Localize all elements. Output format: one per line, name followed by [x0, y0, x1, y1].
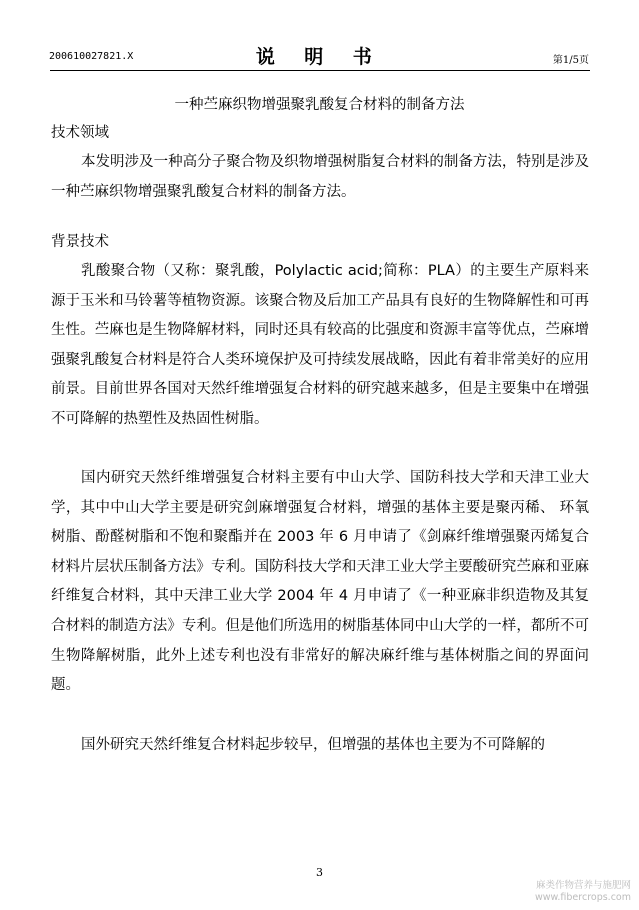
document-number: 200610027821.X [49, 51, 134, 62]
document-title: 一种苎麻织物增强聚乳酸复合材料的制备方法 [174, 97, 465, 113]
paragraph-background-3: 国外研究天然纤维复合材料起步较早，但增强的基体也主要为不可降解的 [81, 737, 545, 753]
paragraph-background-1: 乳酸聚合物（又称：聚乳酸，Polylactic acid;简称：PLA）的主要生产原料来源于玉米和马铃薯等植物资源。该聚合物及后加工产品具有良好的生物降解性和可再生性。苎麻也是生物降解材料，同时还具有较高的比强度和资源丰富等优点，苎麻增强聚乳酸复合材料是符合人类环境保护及可持续发展战略，因此有着非常美好的应用前景。目前世界各国对天然纤维增强复合材料的研究越来越多，但是主要集中在增强不可降解的热塑性及热固性树脂。 [51, 263, 589, 427]
paragraph-technical-field: 本发明涉及一种高分子聚合物及织物增强树脂复合材料的制备方法，特别是涉及一种苎麻织物增强聚乳酸复合材料的制备方法。 [51, 154, 589, 200]
document-type: 说 明 书 [255, 46, 384, 68]
section-heading-technical-field: 技术领域 [51, 125, 109, 141]
page-number: 3 [316, 866, 323, 879]
header-divider [50, 70, 590, 71]
paragraph-background-2: 国内研究天然纤维增强复合材料主要有中山大学、国防科技大学和天津工业大学，其中中山大学主要是研究剑麻增强复合材料，增强的基体主要是聚丙稀、 环氧树脂、酚醛树脂和不饱和聚酯并在 2003 年 6 月申请了《剑麻纤维增强聚丙烯复合材料片层状压制备方法》专利。国防科技大学和天津工业大学主要酸研究苎麻和亚麻纤维复合材料，其中天津工业大学 2004 年 4 月申请了《一种亚麻非织造物及其复合材料的制造方法》专利。但是他们所选用的树脂基体同中山大学的一样，都所不可生物降解树脂，此外上述专利也没有非常好的解决麻纤维与基体树脂之间的界面问题。 [51, 470, 589, 694]
page-indicator: 第1/5页 [552, 55, 589, 66]
watermark-line-2: www.fibercrops.com [534, 892, 631, 903]
watermark [535, 880, 631, 904]
watermark-line-1: 麻类作物营养与施肥网 [535, 880, 631, 891]
section-heading-background: 背景技术 [51, 234, 109, 250]
